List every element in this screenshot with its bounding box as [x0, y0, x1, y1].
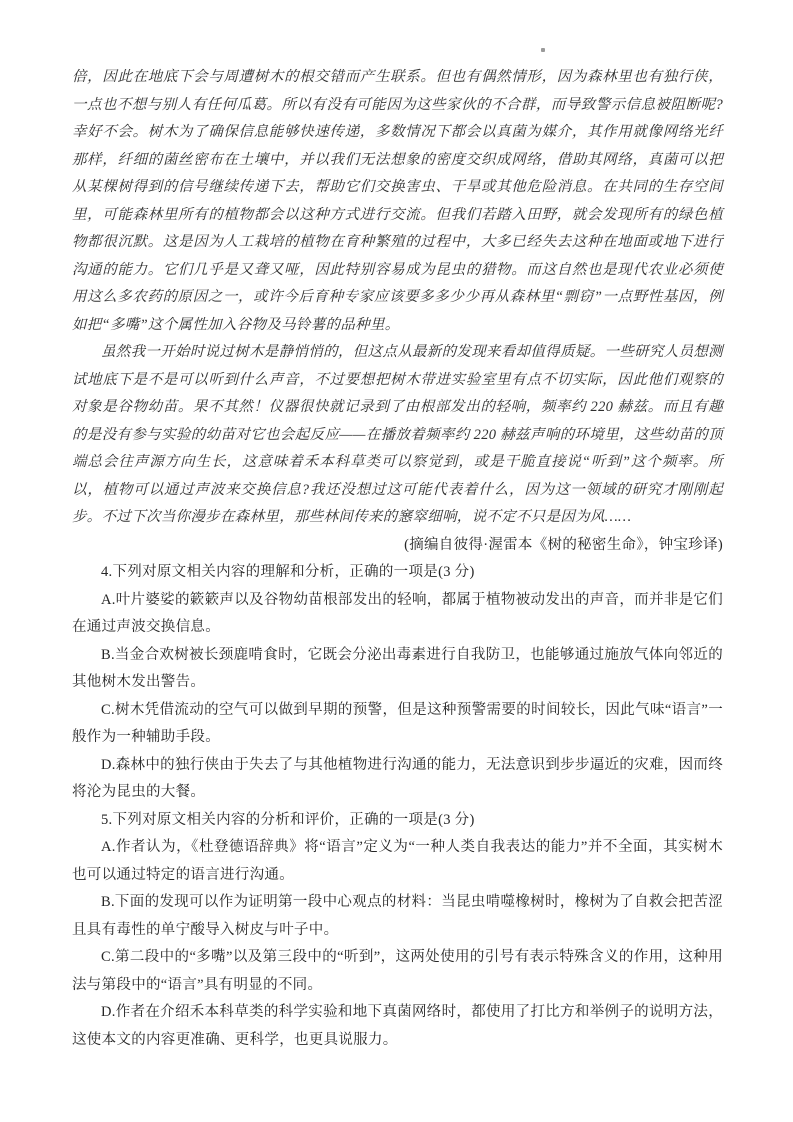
question-5-option-a: A.作者认为，《杜登德语辞典》将“语言”定义为“一种人类自我表达的能力”并不全面，其实树木也可以通过特定的语言进行沟通。: [72, 839, 723, 883]
question-5-option-d: D.作者在介绍禾本科草类的科学实验和地下真菌网络时，都使用了打比方和举例子的说明方法，这使本文的内容更准确、更科学，也更具说服力。: [72, 1004, 723, 1048]
passage-paragraph-1: 倍，因此在地底下会与周遭树木的根交错而产生联系。但也有偶然情形，因为森林里也有独行侠，一点也不想与别人有任何瓜葛。所以有没有可能因为这些家伙的不合群，而导致警示信息被阻断呢?幸好不会。树木为了确保信息能够快速传递，多数情况下都会以真菌为媒介，其作用就像网络光纤那样，纤细的菌丝密布在土壤中，并以我们无法想象的密度交织成网络，借助其网络，真菌可以把从某棵树得到的信号继续传递下去，帮助它们交换害虫、干旱或其他危险消息。在共同的生存空间里，可能森林里所有的植物都会以这种方式进行交流。但我们若踏入田野，就会发现所有的绿色植物都很沉默。这是因为人工栽培的植物在育种繁殖的过程中，大多已经失去这种在地面或地下进行沟通的能力。它们几乎是又聋又哑，因此特别容易成为昆虫的猎物。而这自然也是现代农业必须使用这么多农药的原因之一，或许今后育种专家应该要多多少少再从森林里“剽窃”一点野性基因，例如把“多嘴”这个属性加入谷物及马铃薯的品种里。: [72, 69, 723, 333]
question-4-option-d: D.森林中的独行侠由于失去了与其他植物进行沟通的能力，无法意识到步步逼近的灾难，因而终将沦为昆虫的大餐。: [72, 756, 723, 800]
scan-artifact-dot: [541, 48, 545, 52]
question-5-stem: 5.下列对原文相关内容的分析和评价，正确的一项是(3 分): [101, 811, 475, 828]
question-4-option-b: B.当金合欢树被长颈鹿啃食时，它既会分泌出毒素进行自我防卫，也能够通过施放气体向邻近的其他树木发出警告。: [72, 646, 723, 690]
reading-passage: [72, 64, 723, 559]
question-4-stem: 4.下列对原文相关内容的理解和分析，正确的一项是(3 分): [101, 564, 475, 580]
question-4: [72, 559, 723, 807]
exam-content: [72, 64, 723, 1054]
question-5: [72, 807, 723, 1055]
question-5-option-c: C.第二段中的“多嘴”以及第三段中的“听到”，这两处使用的引号有表示特殊含义的作用，这种用法与第段中的“语言”具有明显的不同。: [72, 949, 723, 993]
passage-citation: (摘编自彼得·渥雷本《树的秘密生命》，钟宝珍译): [404, 536, 723, 553]
question-5-option-b: B.下面的发现可以作为证明第一段中心观点的材料：当昆虫啃噬橡树时，橡树为了自救会把苦涩且具有毒性的单宁酸导入树皮与叶子中。: [72, 894, 723, 938]
question-4-option-c: C.树木凭借流动的空气可以做到早期的预警，但是这种预警需要的时间较长，因此气味“语言”一般作为一种辅助手段。: [72, 701, 723, 745]
passage-paragraph-2: 虽然我一开始时说过树木是静悄悄的，但这点从最新的发现来看却值得质疑。一些研究人员想测试地底下是不是可以听到什么声音，不过要想把树木带进实验室里有点不切实际，因此他们观察的对象是谷物幼苗。果不其然！仪器很快就记录到了由根部发出的轻响，频率约 220 赫兹。而且有趣的是没有参与实验的幼苗对它也会起反应——在播放着频率约 220 赫兹声响的环境里，这些幼苗的顶端总会往声源方向生长，这意味着禾本科草类可以察觉到，或是干脆直接说“听到”这个频率。所以，植物可以通过声波来交换信息?我还没想过这可能代表着什么，因为这一领域的研究才刚刚起步。不过下次当你漫步在森林里，那些林间传来的窸窣细响，说不定不只是因为风……: [72, 344, 723, 525]
question-4-option-a: A.叶片婆娑的簌簌声以及谷物幼苗根部发出的轻响，都属于植物被动发出的声音，而并非是它们在通过声波交换信息。: [72, 591, 723, 635]
